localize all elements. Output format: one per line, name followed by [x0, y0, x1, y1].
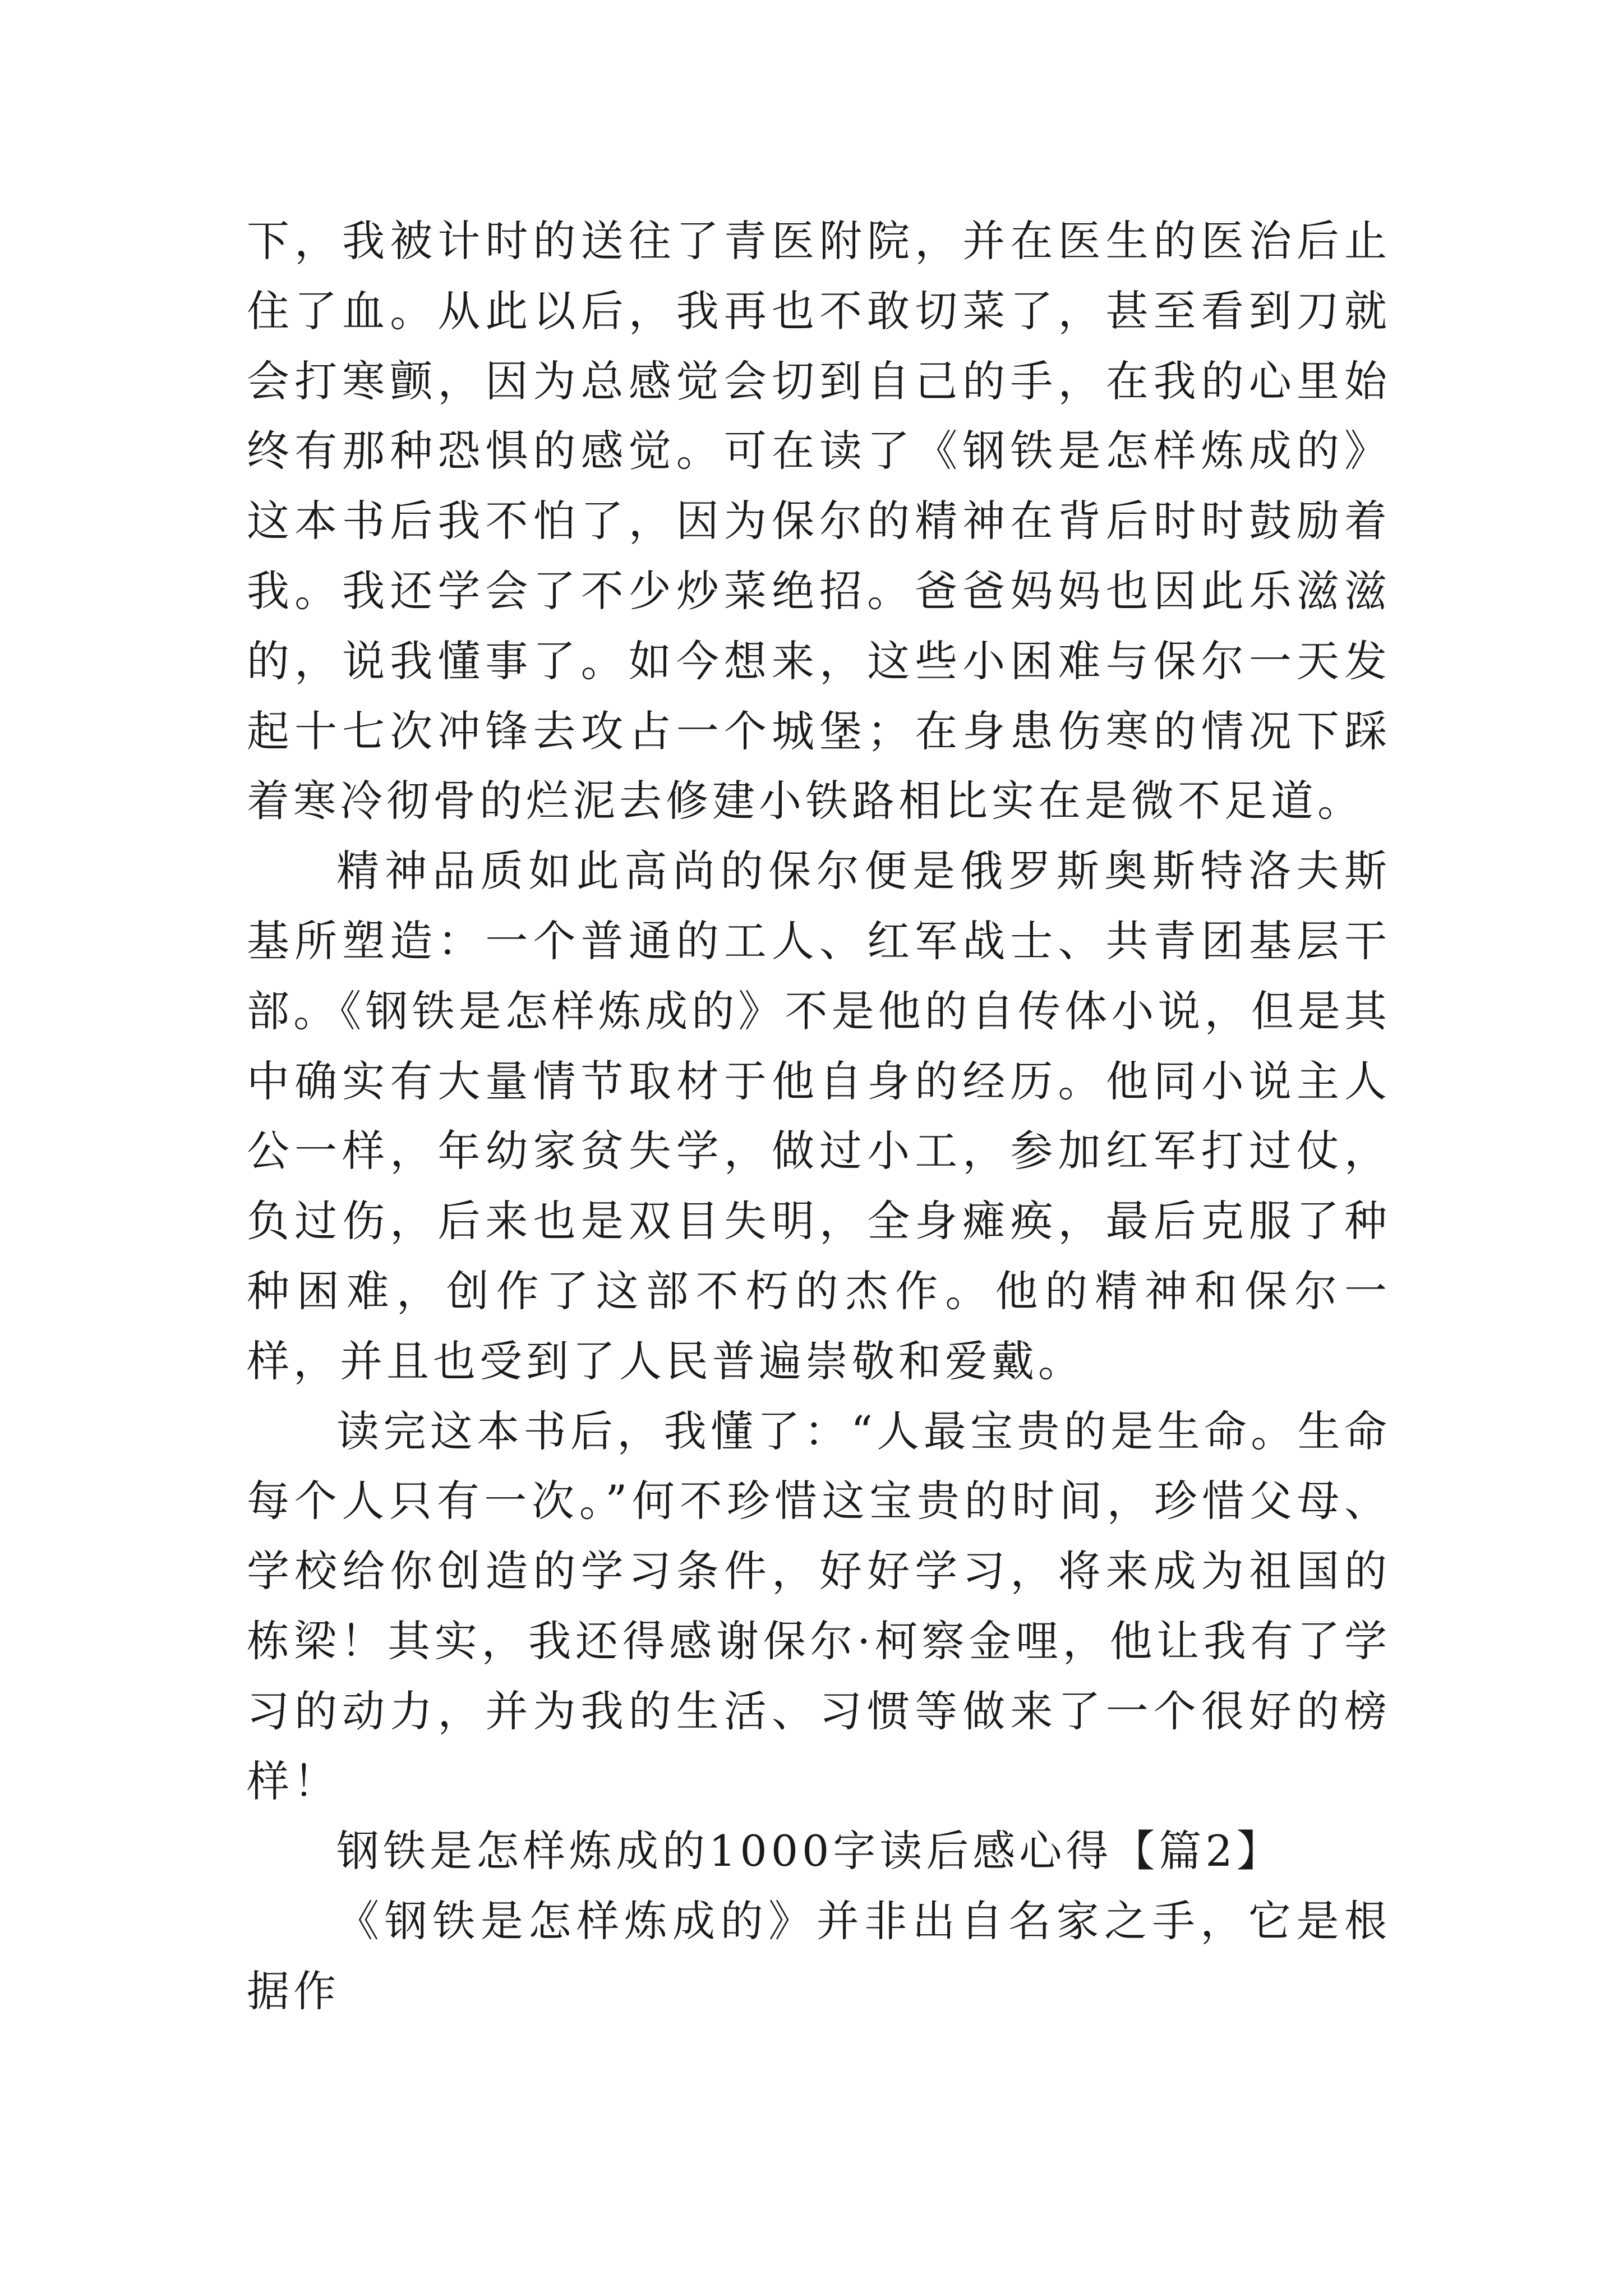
- paragraph-reflection: 读完这本书后，我懂了：“人最宝贵的是生命。生命每个人只有一次。”何不珍惜这宝贵的时间，珍惜父母、学校给你创造的学习条件，好好学习，将来成为祖国的栋梁！其实，我还得感谢保尔·柯察金哩，他让我有了学习的动力，并为我的生活、习惯等做来了一个很好的榜样！: [247, 1406, 1391, 1806]
- paragraph-author: 精神品质如此高尚的保尔便是俄罗斯奥斯特洛夫斯基所塑造：一个普通的工人、红军战士、共青团基层干部。《钢铁是怎样炼成的》不是他的自传体小说，但是其中确实有大量情节取材于他自身的经历。他同小说主人公一样，年幼家贫失学，做过小工，参加红军打过仗，负过伤，后来也是双目失明，全身瘫痪，最后克服了种种困难，创作了这部不朽的杰作。他的精神和保尔一样，并且也受到了人民普遍崇敬和爱戴。: [247, 846, 1391, 1386]
- paragraph-next-section: 《钢铁是怎样炼成的》并非出自名家之手，它是根据作: [247, 1896, 1391, 2016]
- document-body: [247, 206, 1391, 2027]
- section-heading: 钢铁是怎样炼成的1000字读后感心得【篇2】: [336, 1826, 1283, 1876]
- paragraph-continued: 下，我被计时的送往了青医附院，并在医生的医治后止住了血。从此以后，我再也不敢切菜了，甚至看到刀就会打寒颤，因为总感觉会切到自己的手，在我的心里始终有那种恐惧的感觉。可在读了《钢铁是怎样炼成的》这本书后我不怕了，因为保尔的精神在背后时时鼓励着我。我还学会了不少炒菜绝招。爸爸妈妈也因此乐滋滋的，说我懂事了。如今想来，这些小困难与保尔一天发起十七次冲锋去攻占一个城堡；在身患伤寒的情况下踩着寒冷彻骨的烂泥去修建小铁路相比实在是微不足道。: [247, 216, 1391, 826]
